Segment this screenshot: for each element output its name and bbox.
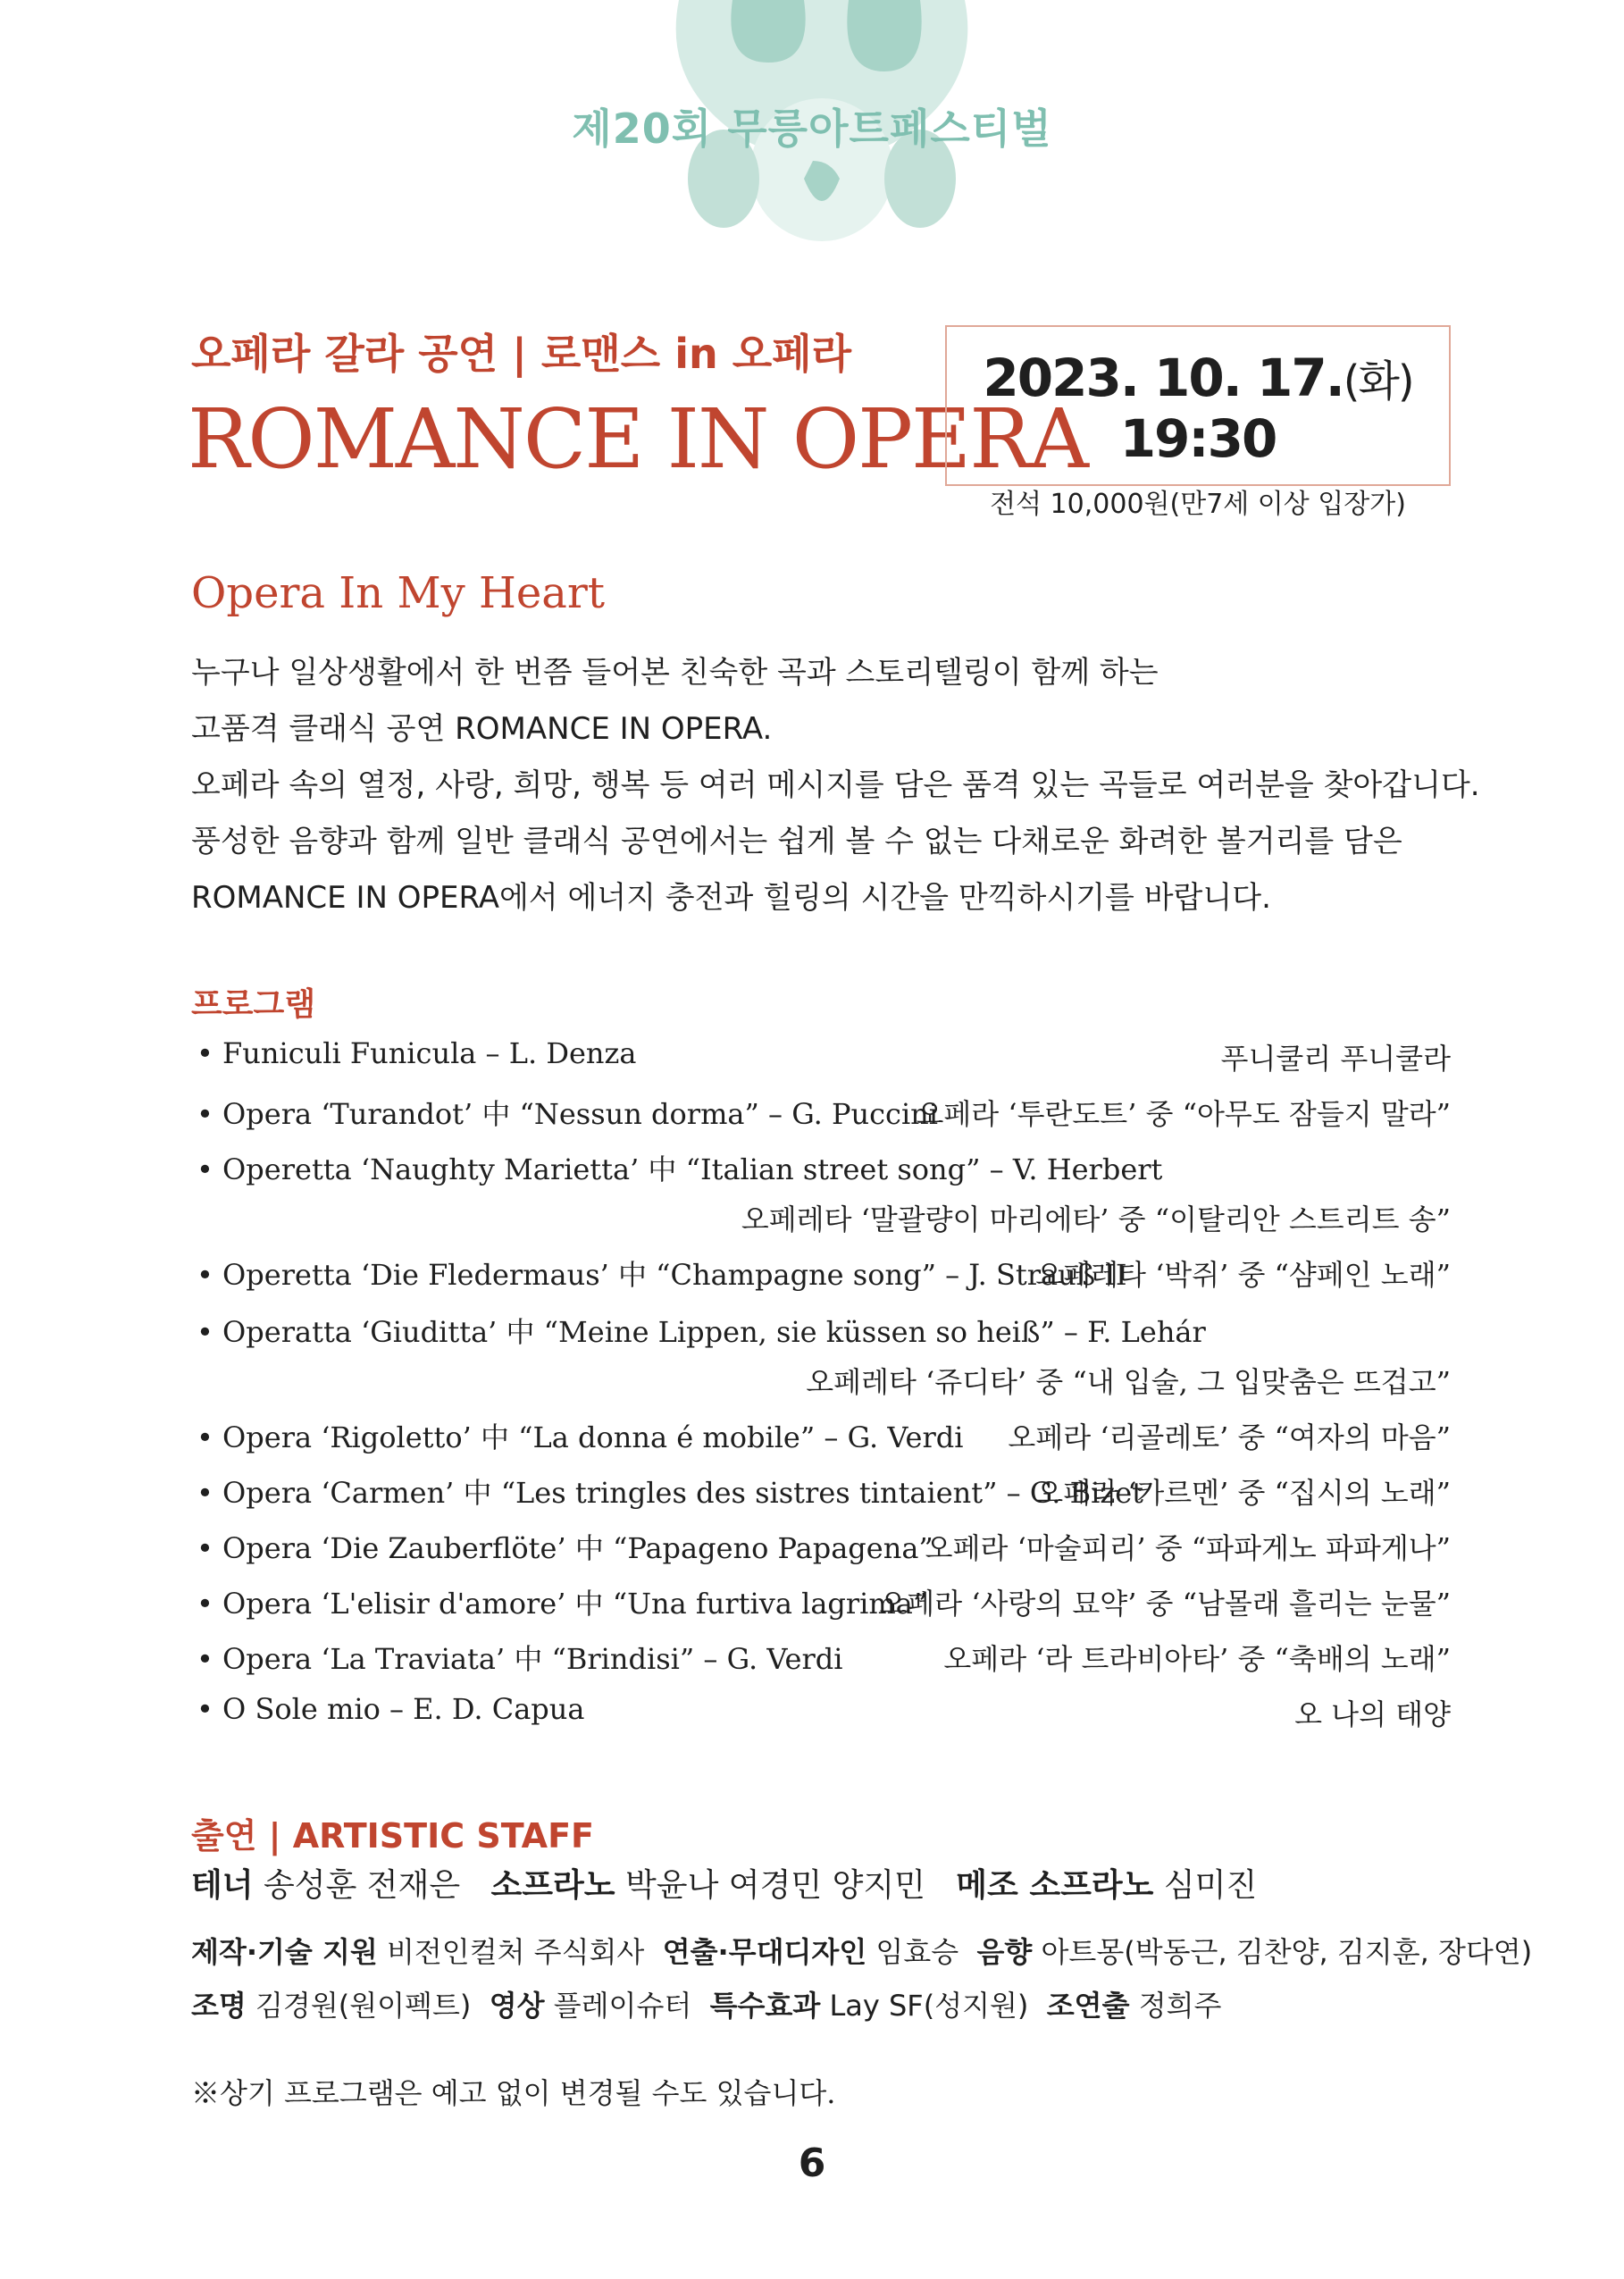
intro-line: 풍성한 음향과 함께 일반 클래식 공연에서는 쉽게 볼 수 없는 다채로운 화려한 볼거리를 담은 (191, 824, 1402, 859)
program-item (197, 1197, 1451, 1249)
program-item-ko: 오페레타 ‘박쥐’ 중 “샴페인 노래” (1035, 1258, 1451, 1292)
event-info-box (945, 325, 1451, 520)
staff-role: 제작·기술 지원 (191, 1935, 378, 1969)
program-heading: 프로그램 (191, 986, 316, 1023)
staff-role: 메조 소프라노 (956, 1867, 1154, 1904)
program-item-ko: 오페라 ‘라 트라비아타’ 중 “축배의 노래” (943, 1642, 1451, 1676)
staff-names: 김경원(원이펙트) (255, 1989, 472, 2023)
staff-names: 비전인컬처 주식회사 (386, 1935, 645, 1969)
staff-names: 송성훈 전재은 (264, 1867, 461, 1904)
staff-names: 정희주 (1138, 1989, 1222, 2023)
program-item-en: • Opera ‘La Traviata’ 中 “Brindisi” – G. Verdi (197, 1642, 843, 1676)
staff-names: 심미진 (1163, 1867, 1258, 1904)
staff-names: 아트몽(박동근, 김찬양, 김지훈, 장다연) (1041, 1935, 1533, 1969)
intro-line: 고품격 클래식 공연 ROMANCE IN OPERA. (191, 711, 773, 747)
staff-role: 영상 (489, 1989, 545, 2023)
intro-text (191, 645, 1478, 926)
program-item-ko: 오페레타 ‘쥬디타’ 중 “내 입술, 그 입맞춤은 뜨겁고” (806, 1365, 1451, 1399)
staff-role: 테너 (191, 1867, 254, 1904)
staff-names: 임효승 (875, 1935, 959, 1969)
program-change-notice: ※상기 프로그램은 예고 없이 변경될 수도 있습니다. (191, 2076, 836, 2110)
ticket-price: 전석 10,000원(만7세 이상 입장가) (990, 489, 1406, 520)
program-item-en: • Operetta ‘Die Fledermaus’ 中 “Champagne song” – J. Strauß II (197, 1258, 1127, 1292)
crew-line (191, 1983, 1221, 2024)
program-item-ko: 푸니쿨리 푸니쿨라 (1220, 1042, 1451, 1076)
program-item-en: • Operatta ‘Giuditta’ 中 “Meine Lippen, sie küssen so heiß” – F. Lehár (197, 1315, 1206, 1349)
program-item-en: • Opera ‘Carmen’ 中 “Les tringles des sistres tintaient” – G. Bizet (197, 1476, 1144, 1510)
program-item-en: • O Sole mio – E. D. Capua (197, 1692, 585, 1726)
staff-names: 플레이슈터 (553, 1989, 692, 2023)
program-item-en: • Operetta ‘Naughty Marietta’ 中 “Italian street song” – V. Herbert (197, 1152, 1163, 1186)
event-weekday: (화) (1343, 356, 1413, 406)
crew-line (191, 1930, 1532, 1971)
program-item-ko: 오페라 ‘카르멘’ 중 “집시의 노래” (1035, 1476, 1451, 1510)
intro-heading: Opera In My Heart (191, 568, 606, 618)
program-item (197, 1526, 1451, 1578)
program-item-en: • Opera ‘L'elisir d'amore’ 中 “Una furtiva lagrima” (197, 1587, 928, 1621)
program-item (197, 1581, 1451, 1633)
staff-role: 음향 (976, 1935, 1033, 1969)
event-kicker: 오페라 갈라 공연 | 로맨스 in 오페라 (191, 330, 852, 378)
page-title: ROMANCE IN OPERA (188, 391, 1087, 487)
staff-role: 연출·무대디자인 (662, 1935, 867, 1969)
program-item (197, 1637, 1451, 1688)
staff-names: Lay SF(성지원) (829, 1989, 1029, 2023)
cast-line (191, 1860, 1257, 1906)
intro-line: 오페라 속의 열정, 사랑, 희망, 행복 등 여러 메시지를 담은 품격 있는 곡들로 여러분을 찾아갑니다. (191, 767, 1480, 803)
intro-line: 누구나 일상생활에서 한 번쯤 들어본 친숙한 곡과 스토리텔링이 함께 하는 (191, 655, 1159, 691)
intro-line: ROMANCE IN OPERA에서 에너지 충전과 힐링의 시간을 만끽하시기를 바랍니다. (191, 880, 1271, 916)
staff-role: 조명 (191, 1989, 247, 2023)
program-item-en: • Opera ‘Rigoletto’ 中 “La donna é mobile” – G. Verdi (197, 1420, 964, 1454)
staff-role: 소프라노 (490, 1867, 615, 1904)
event-datetime (947, 347, 1449, 469)
staff-role: 특수효과 (709, 1989, 821, 2023)
program-item-en: • Opera ‘Die Zauberflöte’ 中 “Papageno Papagena” (197, 1531, 933, 1565)
program-item (197, 1470, 1451, 1522)
program-item (197, 1253, 1451, 1304)
staff-role: 조연출 (1046, 1989, 1130, 2023)
program-item-ko: 오페라 ‘리골레토’ 중 “여자의 마음” (1008, 1420, 1451, 1454)
program-item (197, 1415, 1451, 1467)
program-item-ko: 오페라 ‘투란도트’ 중 “아무도 잠들지 말라” (916, 1097, 1451, 1131)
event-date: 2023. 10. 17. (983, 348, 1344, 408)
program-item (197, 1692, 1451, 1744)
program-item (197, 1310, 1451, 1362)
program-item (197, 1092, 1451, 1144)
program-item-ko: 오페라 ‘마술피리’ 중 “파파게노 파파게나” (925, 1531, 1451, 1565)
staff-heading: 출연 | ARTISTIC STAFF (191, 1816, 594, 1856)
program-item-en: • Funiculi Funicula – L. Denza (197, 1036, 637, 1070)
program-item-ko: 오페라 ‘사랑의 묘약’ 중 “남몰래 흘리는 눈물” (879, 1587, 1451, 1621)
program-item-ko: 오 나의 태양 (1294, 1697, 1451, 1731)
page-number: 6 (798, 2141, 826, 2186)
event-time: 19:30 (1119, 408, 1277, 469)
program-item (197, 1036, 1451, 1088)
program-item (197, 1147, 1451, 1199)
program-item-en: • Opera ‘Turandot’ 中 “Nessun dorma” – G. Puccini (197, 1097, 939, 1131)
festival-title: 제20회 무릉아트페스티벌 (572, 105, 1052, 153)
staff-names: 박윤나 여경민 양지민 (625, 1867, 925, 1904)
program-item-ko: 오페레타 ‘말괄량이 마리에타’ 중 “이탈리안 스트리트 송” (741, 1202, 1451, 1236)
program-item (197, 1360, 1451, 1412)
